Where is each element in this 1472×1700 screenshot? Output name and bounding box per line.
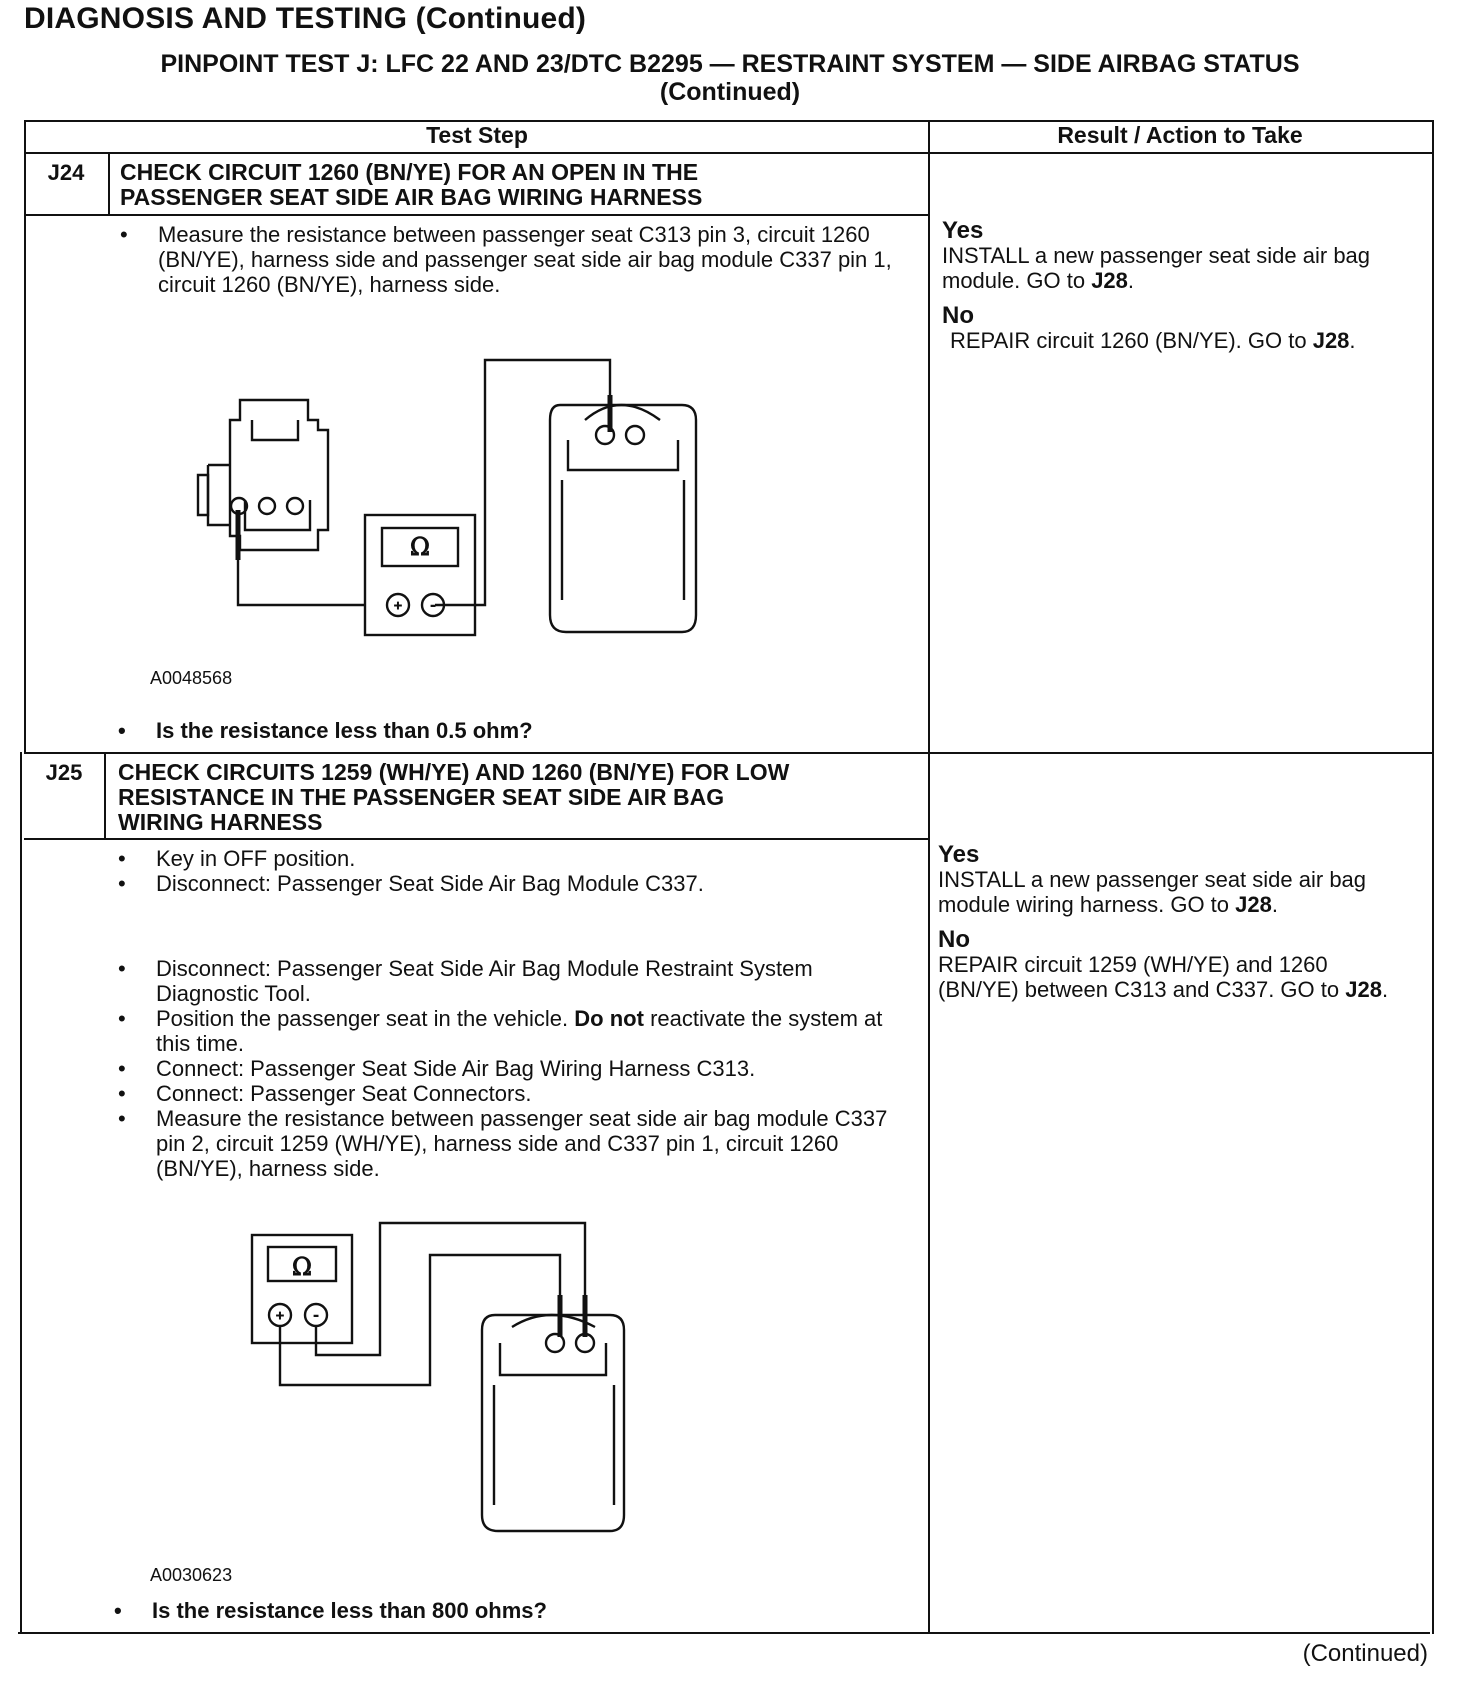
result-yes-label: Yes xyxy=(938,841,980,868)
instruction-item: • Disconnect: Passenger Seat Side Air Bag Module C337. xyxy=(118,871,908,896)
instruction-item: • Connect: Passenger Seat Connectors. xyxy=(118,1081,908,1106)
connector-pin xyxy=(287,498,303,514)
step-title-line: CHECK CIRCUIT 1260 (BN/YE) FOR AN OPEN IN THE xyxy=(120,159,699,185)
ohm-symbol: Ω xyxy=(410,533,430,561)
step-question: • Is the resistance less than 0.5 ohm? xyxy=(118,718,533,744)
test-lead-wire xyxy=(316,1223,585,1355)
step-title-line: PASSENGER SEAT SIDE AIR BAG WIRING HARNESS xyxy=(120,184,703,210)
column-header-test-step: Test Step xyxy=(426,122,528,148)
minus-symbol: - xyxy=(313,1307,319,1324)
plus-symbol: + xyxy=(275,1307,285,1323)
connector-pin-bay xyxy=(245,500,310,530)
pinpoint-test-title xyxy=(60,50,1400,106)
instruction-text: reactivate the system at this time. xyxy=(156,1006,883,1056)
connector-pin xyxy=(259,498,275,514)
result-yes-label: Yes xyxy=(942,217,984,244)
step-title-line: CHECK CIRCUITS 1259 (WH/YE) AND 1260 (BN/YE) FOR LOW xyxy=(118,759,790,785)
action-text: REPAIR circuit 1259 (WH/YE) and 1260 (BN/YE) between C313 and C337. GO to xyxy=(938,952,1346,1002)
result-no-text xyxy=(938,952,1408,1002)
instruction-emphasis: Do not xyxy=(574,1006,644,1031)
wiring-diagram-figure xyxy=(250,1215,650,1535)
step-title-line: WIRING HARNESS xyxy=(118,809,323,835)
module-latch xyxy=(585,405,660,420)
action-text: INSTALL a new passenger seat side air bag module. GO to xyxy=(942,243,1371,293)
test-lead-wire xyxy=(238,560,365,605)
row-divider xyxy=(24,752,1434,754)
module-rail xyxy=(562,480,684,600)
module-rail xyxy=(494,1385,614,1505)
result-no-label: No xyxy=(942,302,974,329)
id-column-divider xyxy=(104,752,106,838)
test-lead-wire xyxy=(435,360,610,605)
table-border-left xyxy=(24,120,26,752)
plus-symbol: + xyxy=(393,597,403,613)
connector-key xyxy=(252,420,298,440)
result-block xyxy=(938,842,1408,1012)
connector-latch xyxy=(198,475,208,515)
step-id: J25 xyxy=(45,760,83,785)
result-no-label: No xyxy=(938,926,970,953)
step-title-divider xyxy=(24,838,929,840)
punctuation: . xyxy=(1127,268,1135,293)
step-instructions xyxy=(120,222,900,297)
table-border-bottom xyxy=(18,1632,1430,1634)
test-title-line: PINPOINT TEST J: LFC 22 AND 23/DTC B2295 — RESTRAINT SYSTEM — SIDE AIRBAG STATUS xyxy=(160,50,1300,78)
step-title xyxy=(120,160,702,210)
wiring-diagram-figure xyxy=(190,350,710,640)
figure-id: A0048568 xyxy=(150,668,233,688)
result-yes-text xyxy=(942,243,1412,293)
column-divider xyxy=(928,120,930,1634)
instruction-item: • Key in OFF position. xyxy=(118,846,908,871)
result-no-text xyxy=(942,328,1412,353)
module-pin xyxy=(626,426,644,444)
action-text: INSTALL a new passenger seat side air bag module wiring harness. GO to xyxy=(938,867,1367,917)
instruction-item: • Connect: Passenger Seat Side Air Bag Wiring Harness C313. xyxy=(118,1056,908,1081)
punctuation: . xyxy=(1381,977,1389,1002)
goto-step-link[interactable]: J28 xyxy=(1345,977,1382,1002)
action-text: REPAIR circuit 1260 (BN/YE). GO to xyxy=(950,328,1313,353)
id-column-divider xyxy=(108,152,110,214)
instruction-item: • Measure the resistance between passenger seat C313 pin 3, circuit 1260 (BN/YE), harness side and passenger seat side air bag module C337 pin 1, circuit 1260 (BN/YE), harness side. xyxy=(120,222,900,297)
instruction-item xyxy=(118,1006,908,1056)
continued-footer: (Continued) xyxy=(1302,1640,1428,1667)
table-border-right xyxy=(1432,120,1434,1634)
figure-id: A0030623 xyxy=(150,1565,233,1585)
module-connector-face xyxy=(500,1343,606,1375)
step-title xyxy=(118,760,789,835)
ohm-symbol: Ω xyxy=(292,1253,312,1281)
column-header-result: Result / Action to Take xyxy=(1057,122,1303,148)
page-title: DIAGNOSIS AND TESTING (Continued) xyxy=(24,2,587,35)
result-yes-text xyxy=(938,867,1408,917)
step-instructions xyxy=(118,846,908,1181)
goto-step-link[interactable]: J28 xyxy=(1235,892,1272,917)
step-title-line: RESISTANCE IN THE PASSENGER SEAT SIDE AIR BAG xyxy=(118,784,725,810)
test-lead-wire xyxy=(280,1255,560,1385)
header-divider xyxy=(24,152,1434,154)
module-connector-face xyxy=(568,440,678,470)
goto-step-link[interactable]: J28 xyxy=(1312,328,1350,353)
result-block xyxy=(942,218,1412,363)
punctuation: . xyxy=(1271,892,1278,917)
airbag-module-c337-outline xyxy=(550,405,696,632)
airbag-module-c337-outline xyxy=(482,1315,624,1531)
instruction-item: • Measure the resistance between passenger seat side air bag module C337 pin 2, circuit 1259 (WH/YE), harness side and C337 pin 1, circuit 1260 (BN/YE), harness side. xyxy=(118,1106,908,1181)
goto-step-link[interactable]: J28 xyxy=(1091,268,1128,293)
step-question: • Is the resistance less than 800 ohms? xyxy=(114,1598,547,1624)
punctuation: . xyxy=(1349,328,1356,353)
minus-symbol: - xyxy=(430,597,436,614)
table-border-left xyxy=(20,752,22,1634)
step-id: J24 xyxy=(47,160,85,185)
connector-latch xyxy=(208,465,230,525)
step-title-divider xyxy=(24,214,929,216)
instruction-text: Position the passenger seat in the vehicle. xyxy=(156,1006,569,1031)
instruction-item: • Disconnect: Passenger Seat Side Air Bag Module Restraint System Diagnostic Tool. xyxy=(118,956,908,1006)
test-title-continued: (Continued) xyxy=(659,78,801,106)
